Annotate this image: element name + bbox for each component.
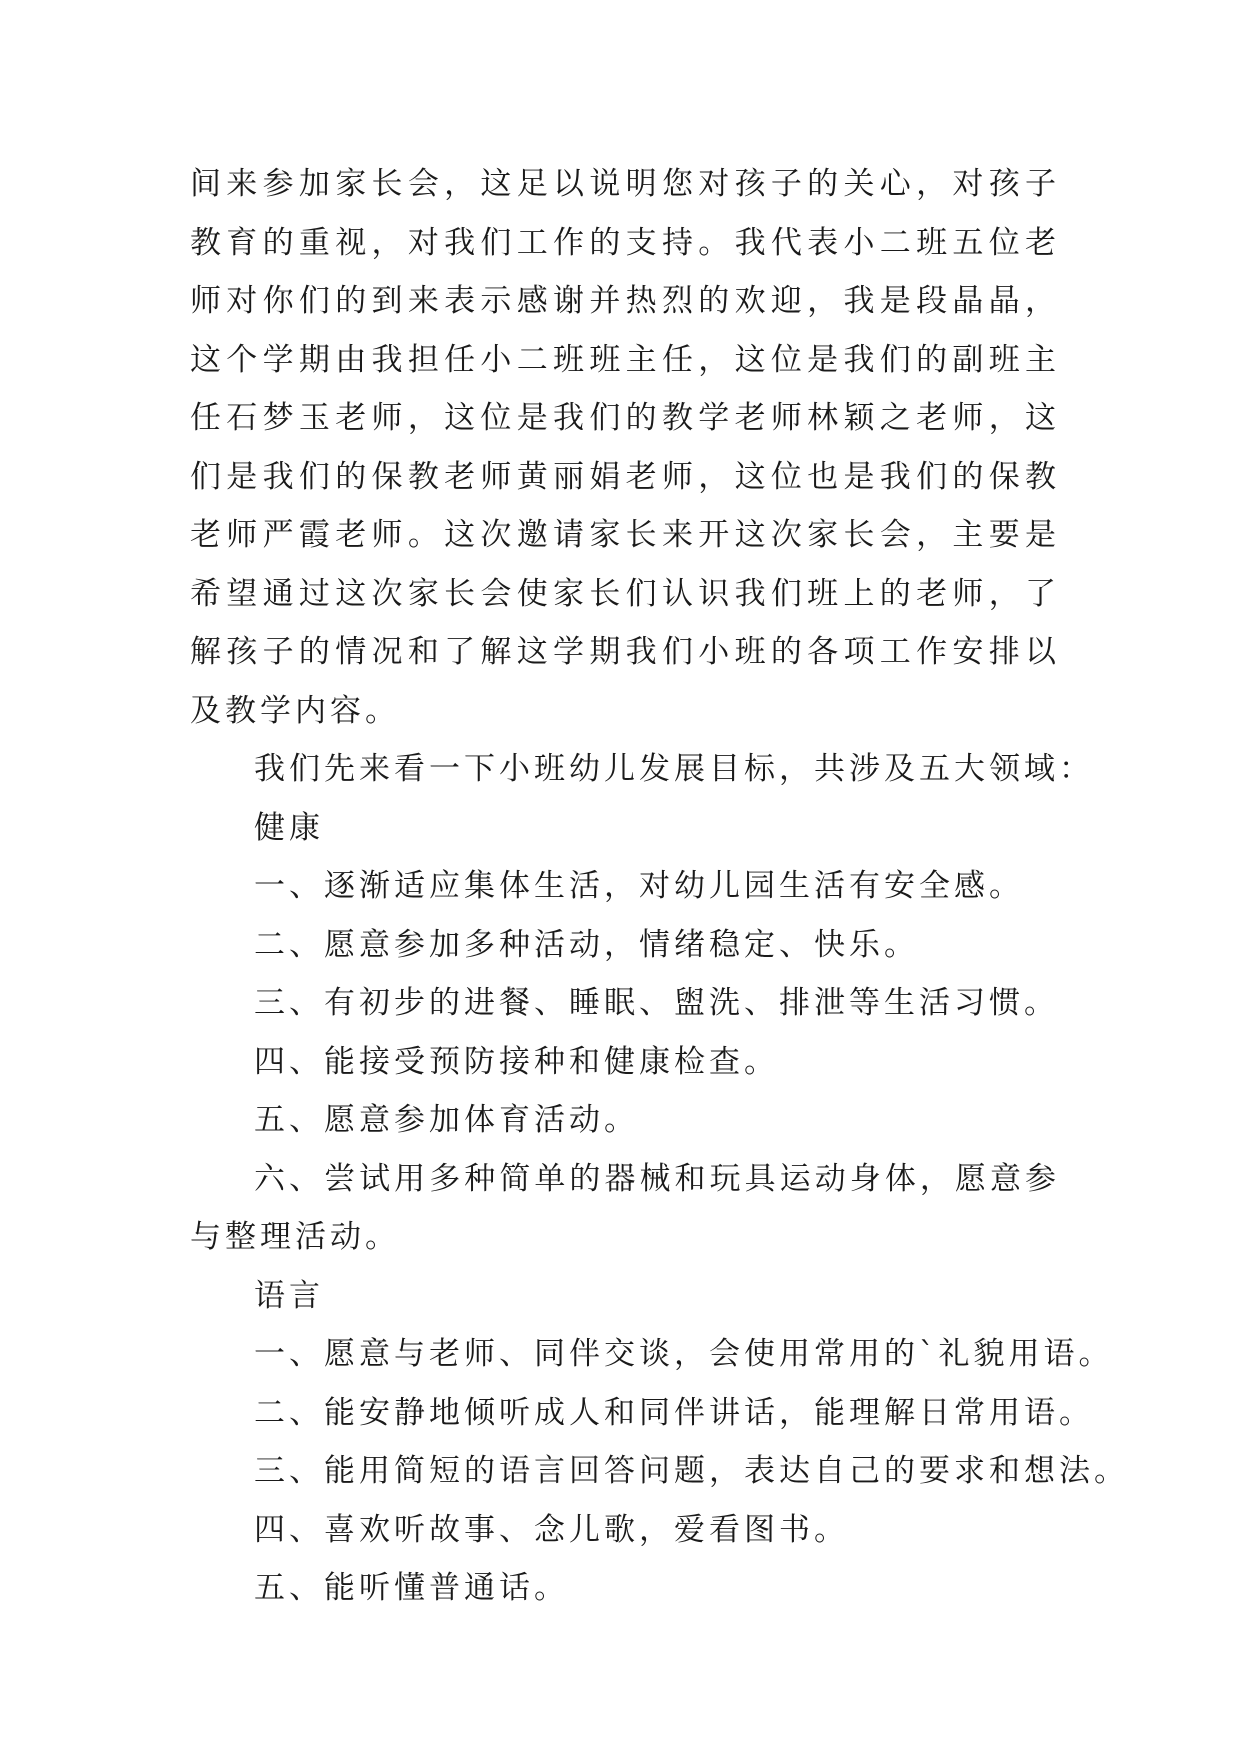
language-item-2: 二、能安静地倾听成人和同伴讲话，能理解日常用语。 bbox=[254, 1394, 1094, 1431]
document-body bbox=[190, 155, 1129, 1618]
health-item-2: 二、愿意参加多种活动，情绪稳定、快乐。 bbox=[254, 926, 919, 963]
language-item-3: 三、能用简短的语言回答问题，表达自己的要求和想法。 bbox=[254, 1453, 1129, 1489]
health-item-6: 六、尝试用多种简单的器械和玩具运动身体，愿意参与整理活动。 bbox=[190, 1160, 1060, 1255]
health-item-1: 一、逐渐适应集体生活，对幼儿园生活有安全感。 bbox=[254, 868, 1024, 904]
health-item-3: 三、有初步的进餐、睡眠、盥洗、排泄等生活习惯。 bbox=[254, 985, 1059, 1021]
language-item-5: 五、能听懂普通话。 bbox=[254, 1570, 569, 1606]
language-item-1: 一、愿意与老师、同伴交谈，会使用常用的`礼貌用语。 bbox=[254, 1336, 1114, 1372]
overview-paragraph: 我们先来看一下小班幼儿发展目标，共涉及五大领域： bbox=[254, 751, 1094, 787]
intro-paragraph: 间来参加家长会，这足以说明您对孩子的关心，对孩子教育的重视，对我们工作的支持。我代表小二班五位老师对你们的到来表示感谢并热烈的欢迎，我是段晶晶，这个学期由我担任小二班班主任，这位是我们的副班主任石梦玉老师，这位是我们的教学老师林颖之老师，这们是我们的保教老师黄丽娟老师，这位也是我们的保教老师严霞老师。这次邀请家长来开这次家长会，主要是希望通过这次家长会使家长们认识我们班上的老师，了解孩子的情况和了解这学期我们小班的各项工作安排以及教学内容。 bbox=[190, 166, 1060, 729]
health-item-5: 五、愿意参加体育活动。 bbox=[254, 1102, 639, 1138]
health-item-4: 四、能接受预防接种和健康检查。 bbox=[254, 1043, 779, 1080]
health-heading: 健康 bbox=[254, 809, 324, 846]
language-heading: 语言 bbox=[254, 1277, 324, 1314]
language-item-4: 四、喜欢听故事、念儿歌，爱看图书。 bbox=[254, 1511, 849, 1548]
